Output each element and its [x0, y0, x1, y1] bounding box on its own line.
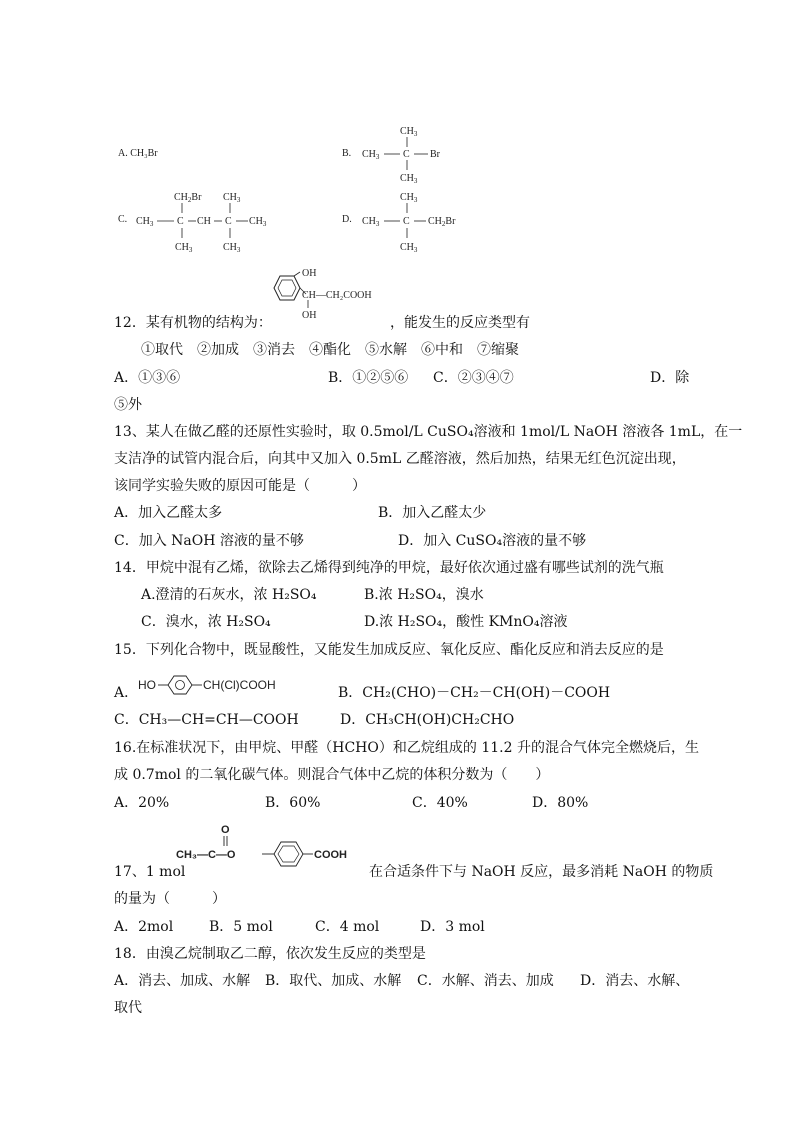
q12-reactions: ①取代 ②加成 ③消去 ④酯化 ⑤水解 ⑥中和 ⑦缩聚	[141, 342, 519, 358]
q12-option-d: D．除	[650, 370, 690, 386]
svg-text:CH: CH	[197, 216, 211, 227]
svg-text:CH3: $CH_3$	[400, 192, 418, 204]
q11-option-a-label: A.	[118, 148, 128, 159]
q11-option-b-label: B.	[342, 148, 352, 159]
q13-option-a: A．加入乙醛太多	[114, 505, 223, 521]
q13-line-3: 该同学实验失败的原因可能是（ ）	[114, 478, 366, 494]
q13-option-d: D．加入 CuSO₄溶液的量不够	[398, 533, 587, 549]
q13-option-c: C．加入 NaOH 溶液的量不够	[114, 533, 304, 549]
q11-option-b	[342, 124, 462, 184]
q16-line-1: 16.在标准状况下，由甲烷、甲醛（HCHO）和乙烷组成的 11.2 升的混合气体完全燃烧后，生	[114, 740, 699, 756]
q15-option-b: B．CH₂(CHO)－CH₂－CH(OH)－COOH	[338, 685, 611, 701]
svg-text:CH3: $CH_3$	[400, 242, 418, 254]
svg-text:CH3: $CH_3$	[400, 126, 418, 138]
svg-text:CH2Br: $CH_2Br$	[428, 216, 456, 228]
q12-number: 12．	[114, 315, 146, 331]
q16-option-a: A．20%	[114, 795, 170, 811]
q11-option-c	[118, 188, 288, 254]
svg-text:CH3: $CH_3$	[223, 192, 241, 204]
q17-prefix: 17、1 mol	[114, 864, 186, 880]
q16-option-c: C．40%	[412, 795, 468, 811]
q16-option-b: B．60%	[265, 795, 321, 811]
q17-ester-group: CH₃—C—O	[176, 849, 236, 861]
q12-stem	[114, 313, 272, 333]
q18-stem: 18．由溴乙烷制取乙二醇，依次发生反应的类型是	[114, 946, 426, 962]
svg-text:Br: Br	[430, 149, 440, 160]
q17-carbonyl-o: O	[221, 824, 230, 836]
q15-option-a-label: A．	[114, 685, 139, 701]
q18-option-d: D．消去、水解、	[580, 973, 690, 989]
q15-option-a-ho: HO	[138, 678, 156, 692]
q17-option-d: D．3 mol	[420, 919, 485, 935]
q17-option-b: B．5 mol	[209, 919, 273, 935]
q11-option-a-formula: CH₃Br	[130, 148, 158, 159]
q11-option-d-structure	[362, 188, 482, 254]
q11-option-d	[342, 188, 482, 254]
q18-option-c: C．水解、消去、加成	[417, 973, 554, 989]
q11-option-b-structure	[362, 124, 472, 184]
q15-stem: 15．下列化合物中，既显酸性，又能发生加成反应、氧化反应、酯化反应和消去反应的是	[114, 642, 664, 658]
q17-stem-a: 在合适条件下与 NaOH 反应，最多消耗 NaOH 的物质	[369, 864, 714, 880]
q12-option-c: C．②③④⑦	[433, 370, 514, 386]
svg-text:CH3: $CH_3$	[249, 216, 267, 228]
q13-option-b: B．加入乙醛太少	[378, 505, 487, 521]
svg-text:C: C	[177, 216, 184, 227]
q16-option-d: D．80%	[532, 795, 589, 811]
svg-text:CH3: $CH_3$	[175, 242, 193, 254]
q18-option-a: A．消去、加成、水解	[114, 973, 251, 989]
q17-cooh: COOH	[314, 849, 347, 861]
q12-stem-a: 某有机物的结构为：	[145, 315, 272, 331]
q14-option-d: D.浓 H₂SO₄，酸性 KMnO₄溶液	[364, 614, 568, 630]
q13-line-1: 13、某人在做乙醛的还原性实验时，取 0.5mol/L CuSO₄溶液和 1mol/L NaOH 溶液各 1mL，在一	[114, 424, 743, 440]
q12-option-a: A．①③⑥	[114, 370, 181, 386]
q12-stem-b: ，能发生的反应类型有	[390, 315, 530, 331]
q15-option-a-chain: CH(Cl)COOH	[203, 678, 276, 692]
q14-option-a: A.澄清的石灰水，浓 H₂SO₄	[141, 587, 317, 603]
q14-stem: 14．甲烷中混有乙烯，欲除去乙烯得到纯净的甲烷，最好依次通过盛有哪些试剂的洗气瓶	[114, 560, 664, 576]
q15-option-a-structure	[138, 674, 288, 698]
q12-oh-top: OH	[302, 268, 317, 279]
svg-text:CH3: $CH_3$	[136, 216, 154, 228]
q12-option-d-continued: ⑤外	[114, 397, 142, 413]
q12-side-chain: CH—CH₂COOH	[302, 290, 372, 301]
svg-text:C: C	[403, 216, 410, 227]
q18-option-b: B．取代、加成、水解	[265, 973, 402, 989]
q11-option-d-label: D.	[342, 214, 352, 225]
svg-text:C: C	[225, 216, 232, 227]
q17-structure	[176, 820, 376, 870]
q14-option-c: C．溴水，浓 H₂SO₄	[141, 614, 271, 630]
q11-option-c-structure	[136, 188, 286, 254]
svg-text:C: C	[403, 149, 410, 160]
q15-option-c: C．CH₃—CH=CH—COOH	[114, 712, 299, 728]
svg-text:CH3: $CH_3$	[400, 173, 418, 185]
q11-option-a	[118, 148, 158, 159]
q14-option-b: B.浓 H₂SO₄，溴水	[364, 587, 484, 603]
q15-option-d: D．CH₃CH(OH)CH₂CHO	[340, 712, 515, 728]
q12-structure	[266, 268, 386, 324]
q12-option-b: B．①②⑤⑥	[328, 370, 409, 386]
svg-text:CH3: $CH_3$	[223, 242, 241, 254]
q16-line-2: 成 0.7mol 的二氧化碳气体。则混合气体中乙烷的体积分数为（ ）	[114, 767, 550, 783]
svg-text:CH2Br: $CH_2Br$	[174, 192, 202, 204]
svg-text:CH3: $CH_3$	[362, 149, 380, 161]
q17-option-c: C．4 mol	[315, 919, 380, 935]
q11-option-c-label: C.	[118, 214, 128, 225]
q17-stem-b: 的量为（ ）	[114, 891, 226, 907]
q12-oh-bottom: OH	[302, 310, 317, 321]
q13-line-2: 支洁净的试管内混合后，向其中又加入 0.5mL 乙醛溶液，然后加热，结果无红色沉淀出现，	[114, 451, 686, 467]
svg-text:CH3: $CH_3$	[362, 216, 380, 228]
q17-option-a: A．2mol	[114, 919, 174, 935]
q18-option-d-continued: 取代	[114, 1000, 142, 1016]
